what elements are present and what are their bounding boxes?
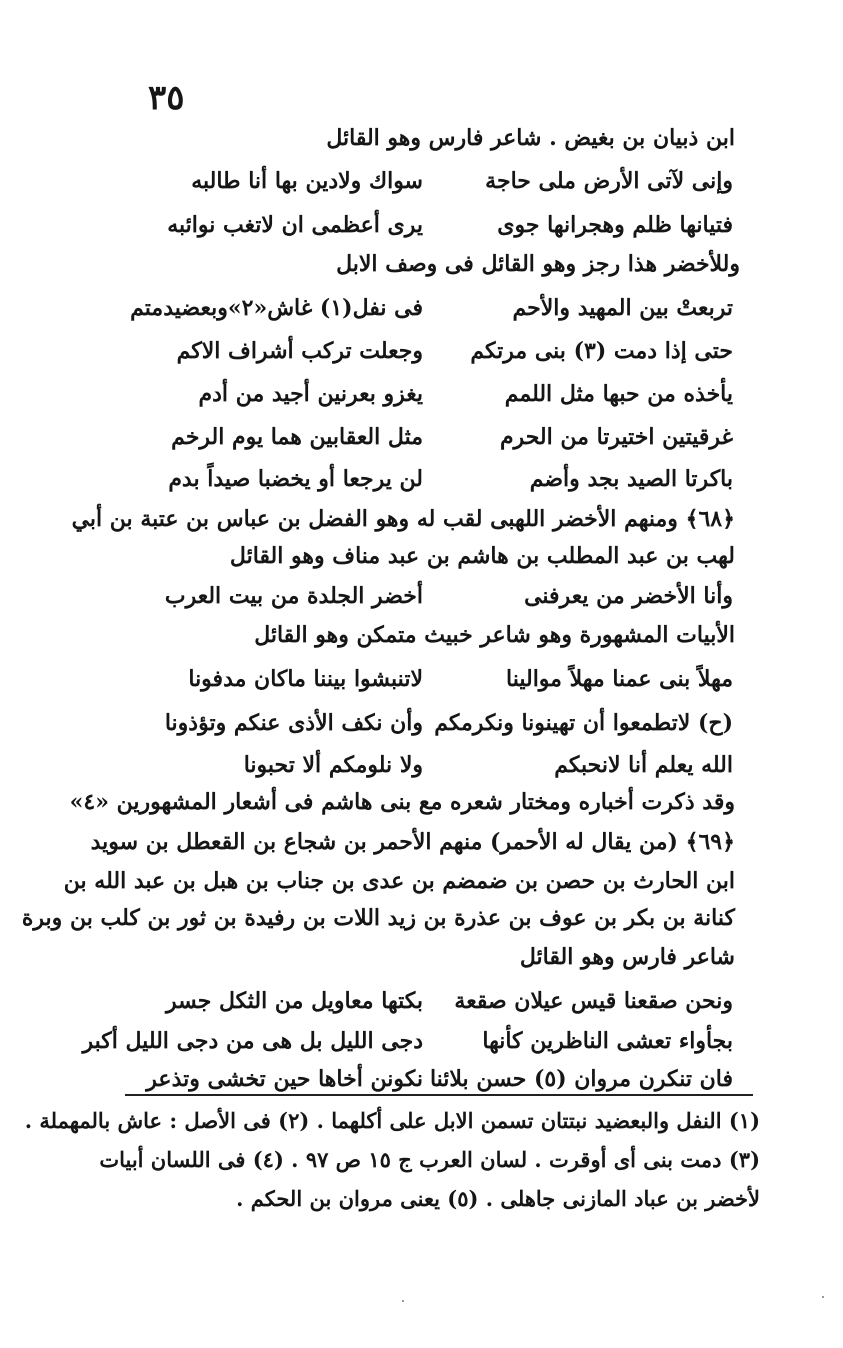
verse-first-hemistich: الله يعلم أنا لانحبكم (554, 752, 733, 778)
verse-second-hemistich: يرى أعظمى ان لاتغب نوائبه (167, 212, 423, 238)
verse-second-hemistich: لاتنبشوا بيننا ماكان مدفونا (188, 666, 423, 692)
verse-second-hemistich: أخضر الجلدة من بيت العرب (164, 583, 423, 609)
verse-second-hemistich: نكونن أخاها حين تخشى وتذعر (146, 1066, 423, 1092)
verse-first-hemistich: وإنى لآتى الأرض ملى حاجة (485, 168, 733, 194)
paper-speck (402, 1300, 404, 1302)
verse-second-hemistich: وجعلت تركب أشراف الاكم (176, 338, 423, 364)
verse-first-hemistich: وأنا الأخضر من يعرفنى (524, 583, 733, 609)
text-line: ابن الحارث بن حصن بن ضمضم بن عدى بن جناب بن هبل بن عبد الله بن (63, 868, 735, 894)
verse-second-hemistich: يغزو بعرنين أجيد من أدم (198, 381, 423, 407)
footnote-separator (125, 1094, 753, 1096)
verse-first-hemistich: مهلاً بنى عمنا مهلاً موالينا (506, 666, 733, 692)
footnote-line: (١) النفل والبعضيد نبتتان تسمن الابل على أكلهما . (٢) فى الأصل : عاش بالمهملة . (24, 1108, 760, 1133)
verse-second-hemistich: مثل العقابين هما يوم الرخم (171, 424, 423, 450)
text-line: ابن ذبيان بن بغيض . شاعر فارس وهو القائل (326, 125, 735, 151)
text-line: وللأخضر هذا رجز وهو القائل فى وصف الابل (336, 251, 740, 277)
verse-second-hemistich: لن يرجعا أو يخضبا صيداً بدم (168, 466, 423, 492)
verse-second-hemistich: وأن نكف الأذى عنكم وتؤذونا (164, 710, 423, 736)
text-line: شاعر فارس وهو القائل (519, 944, 735, 970)
verse-first-hemistich: باكرتا الصيد بجد وأضم (529, 466, 733, 492)
verse-second-hemistich: سواك ولادين بها أنا طالبه (191, 168, 423, 194)
verse-first-hemistich: غرقيتين اختيرتا من الحرم (499, 424, 733, 450)
verse-first-hemistich: تربعتْ بين المهيد والأحم (512, 295, 733, 321)
footnote-line: (٣) دمت بنى أى أوقرت . لسان العرب ج ١٥ ص ٩٧ . (٤) فى اللسان أبيات (99, 1147, 760, 1172)
verse-second-hemistich: دجى الليل بل هى من دجى الليل أكبر (82, 1028, 423, 1054)
verse-first-hemistich: فتيانها ظلم وهجرانها جوى (497, 212, 733, 238)
verse-second-hemistich: فى نفل(١) غاش«٢»وبعضيدمتم (130, 295, 423, 321)
text-line: الأبيات المشهورة وهو شاعر خبيث متمكن وهو القائل (254, 622, 735, 648)
verse-first-hemistich: فان تنكرن مروان (٥) حسن بلائنا (429, 1066, 733, 1092)
text-line: لهب بن عبد المطلب بن هاشم بن عبد مناف وهو القائل (229, 543, 735, 569)
verse-first-hemistich: (ح) لاتطمعوا أن تهينونا ونكرمكم (434, 710, 733, 736)
text-line: كنانة بن بكر بن عوف بن عذرة بن زيد اللات بن رفيدة بن ثور بن كلب بن وبرة (21, 905, 735, 931)
paper-speck (822, 1296, 824, 1298)
verse-first-hemistich: بجأواء تعشى الناظرين كأنها (482, 1028, 733, 1054)
page-number: ٣٥ (148, 78, 185, 118)
text-line: وقد ذكرت أخباره ومختار شعره مع بنى هاشم فى أشعار المشهورين «٤» (69, 789, 735, 815)
text-line: ﴿٦٨﴾ ومنهم الأخضر اللهبى لقب له وهو الفضل بن عباس بن عتبة بن أبي (71, 506, 735, 532)
footnote-line: لأخضر بن عباد المازنى جاهلى . (٥) يعنى مروان بن الحكم . (236, 1186, 760, 1211)
verse-second-hemistich: ولا نلومكم ألا تحبونا (243, 752, 423, 778)
verse-first-hemistich: ونحن صقعنا قيس عيلان صقعة (454, 988, 733, 1014)
verse-second-hemistich: بكتها معاويل من الثكل جسر (165, 988, 423, 1014)
text-line: ﴿٦٩﴾ (من يقال له الأحمر) منهم الأحمر بن شجاع بن القعطل بن سويد (90, 829, 735, 855)
verse-first-hemistich: حتى إذا دمت (٣) بنى مرتكم (470, 338, 733, 364)
verse-first-hemistich: يأخذه من حبها مثل اللمم (504, 381, 733, 407)
